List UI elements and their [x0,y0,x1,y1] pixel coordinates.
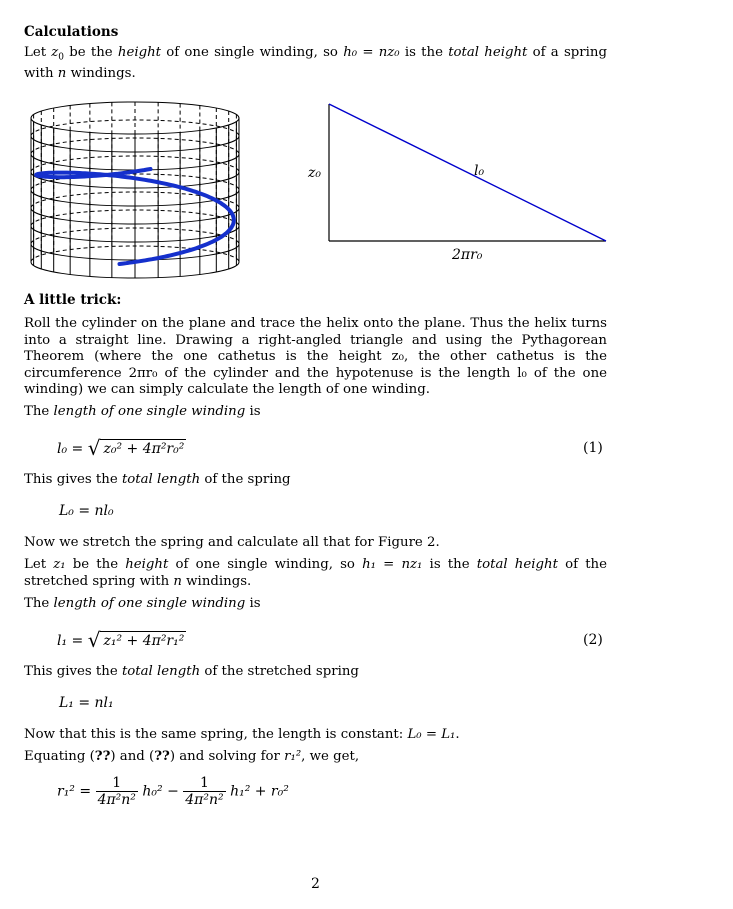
triangle-figure [300,95,620,270]
length-one-intro: The length of one single winding is [24,404,261,419]
gives-total-text2: This gives the total length of the stretched spring [24,664,359,679]
equation-L0: L₀ = nl₀ [59,503,114,519]
triangle-label-z0: z₀ [308,165,321,181]
gives-total-text: This gives the total length of the spring [24,472,291,487]
equation-1-number: (1) [583,440,603,456]
intro-paragraph: Let $z_0$ be the height of one single winding, so h₀ = nz₀ is the total height of a spring with n windings. [24,45,607,82]
trick-title: A little trick: [24,292,122,308]
intro2-paragraph: Let z₁ be the height of one single winding, so h₁ = nz₁ is the total height of the stretched spring with n windings. [24,557,607,589]
equation-2-number: (2) [583,632,603,648]
trick-paragraph: Roll the cylinder on the plane and trace the helix onto the plane. Thus the helix turns into a straight line. Drawing a right-angled triangle and using the Pythagorean Theorem (where the one cathetus is the height z₀, the other cathetus is the circumference 2πr₀ of the cylinder and the hypotenuse is the length l₀ of the one winding) we can simply calculate the length of one winding. [24,316,607,397]
triangle-label-2pir0: 2πr₀ [452,247,483,263]
section-title: Calculations [24,24,119,40]
cylinder-helix-figure [30,90,255,285]
equating-text: Equating (??) and (??) and solving for r₁², we get, [24,749,360,764]
equation-2: l₁ = √ z₁² + 4π²r₁² [57,628,185,652]
triangle-label-l0: l₀ [474,163,485,179]
equation-1: l₀ = √ z₀² + 4π²r₀² [57,436,185,460]
equation-L1: L₁ = nl₁ [59,695,114,711]
triangle-hypotenuse [329,104,606,241]
stretch-text: Now we stretch the spring and calculate all that for Figure 2. [24,535,440,550]
final-equation: r₁² = $\frac{1}{\text{4π²n²}}$ h₀² − $\frac{1}{\text{4π²n²}}$ h₁² + r₀² [57,775,289,808]
length-one-intro2: The length of one single winding is [24,596,261,611]
page-number: 2 [311,876,320,892]
same-spring-text: Now that this is the same spring, the length is constant: L₀ = L₁. [24,727,460,742]
